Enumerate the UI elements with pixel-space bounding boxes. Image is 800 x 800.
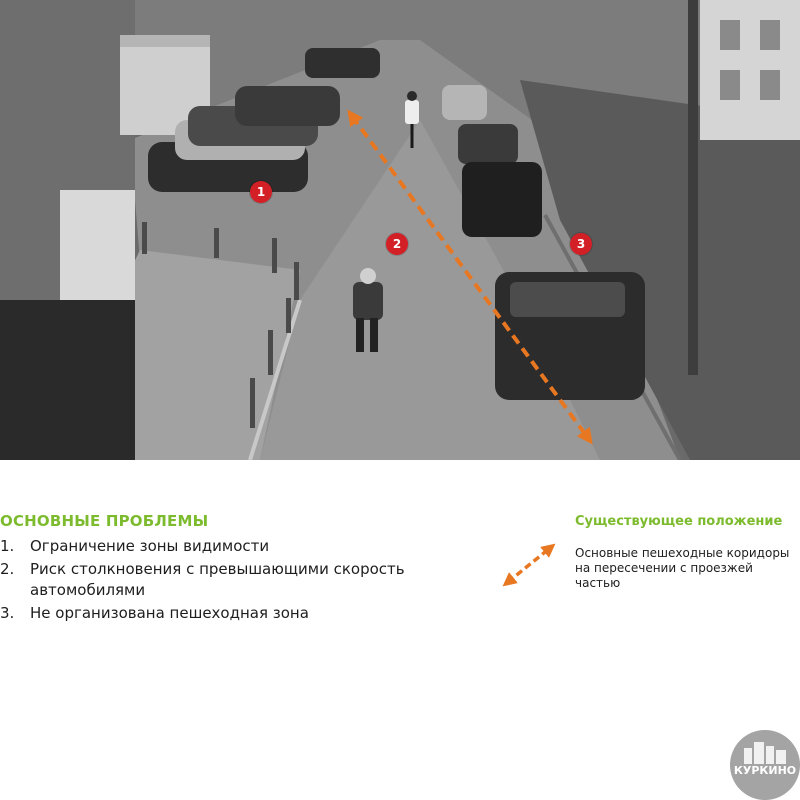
marker-label: 2 bbox=[392, 237, 402, 251]
item-text: Ограничение зоны видимости bbox=[30, 537, 270, 555]
item-text: Риск столкновения с превышающими скорость автомобилями bbox=[30, 560, 405, 599]
marker-label: 3 bbox=[576, 237, 586, 251]
legend-description: Основные пешеходные коридоры на пересечении с проезжей частью bbox=[575, 546, 790, 590]
item-text: Не организована пешеходная зона bbox=[30, 604, 309, 622]
problem-marker-1 bbox=[250, 181, 272, 203]
item-number: 3. bbox=[0, 604, 15, 622]
problem-marker-2 bbox=[386, 233, 408, 255]
item-number: 2. bbox=[0, 560, 15, 578]
district-logo bbox=[730, 730, 800, 800]
problem-marker-3 bbox=[570, 233, 592, 255]
problems-title: ОСНОВНЫЕ ПРОБЛЕМЫ bbox=[0, 512, 209, 530]
double-arrow-dashed-icon bbox=[500, 540, 560, 600]
problems-section bbox=[0, 512, 460, 626]
marker-label: 1 bbox=[256, 185, 266, 199]
list-item bbox=[0, 603, 460, 624]
item-number: 1. bbox=[0, 537, 15, 555]
list-item bbox=[0, 536, 460, 557]
problems-list bbox=[0, 536, 460, 624]
logo-text: КУРКИНО bbox=[733, 764, 797, 777]
list-item bbox=[0, 559, 460, 601]
legend-title: Существующее положение bbox=[575, 514, 783, 529]
